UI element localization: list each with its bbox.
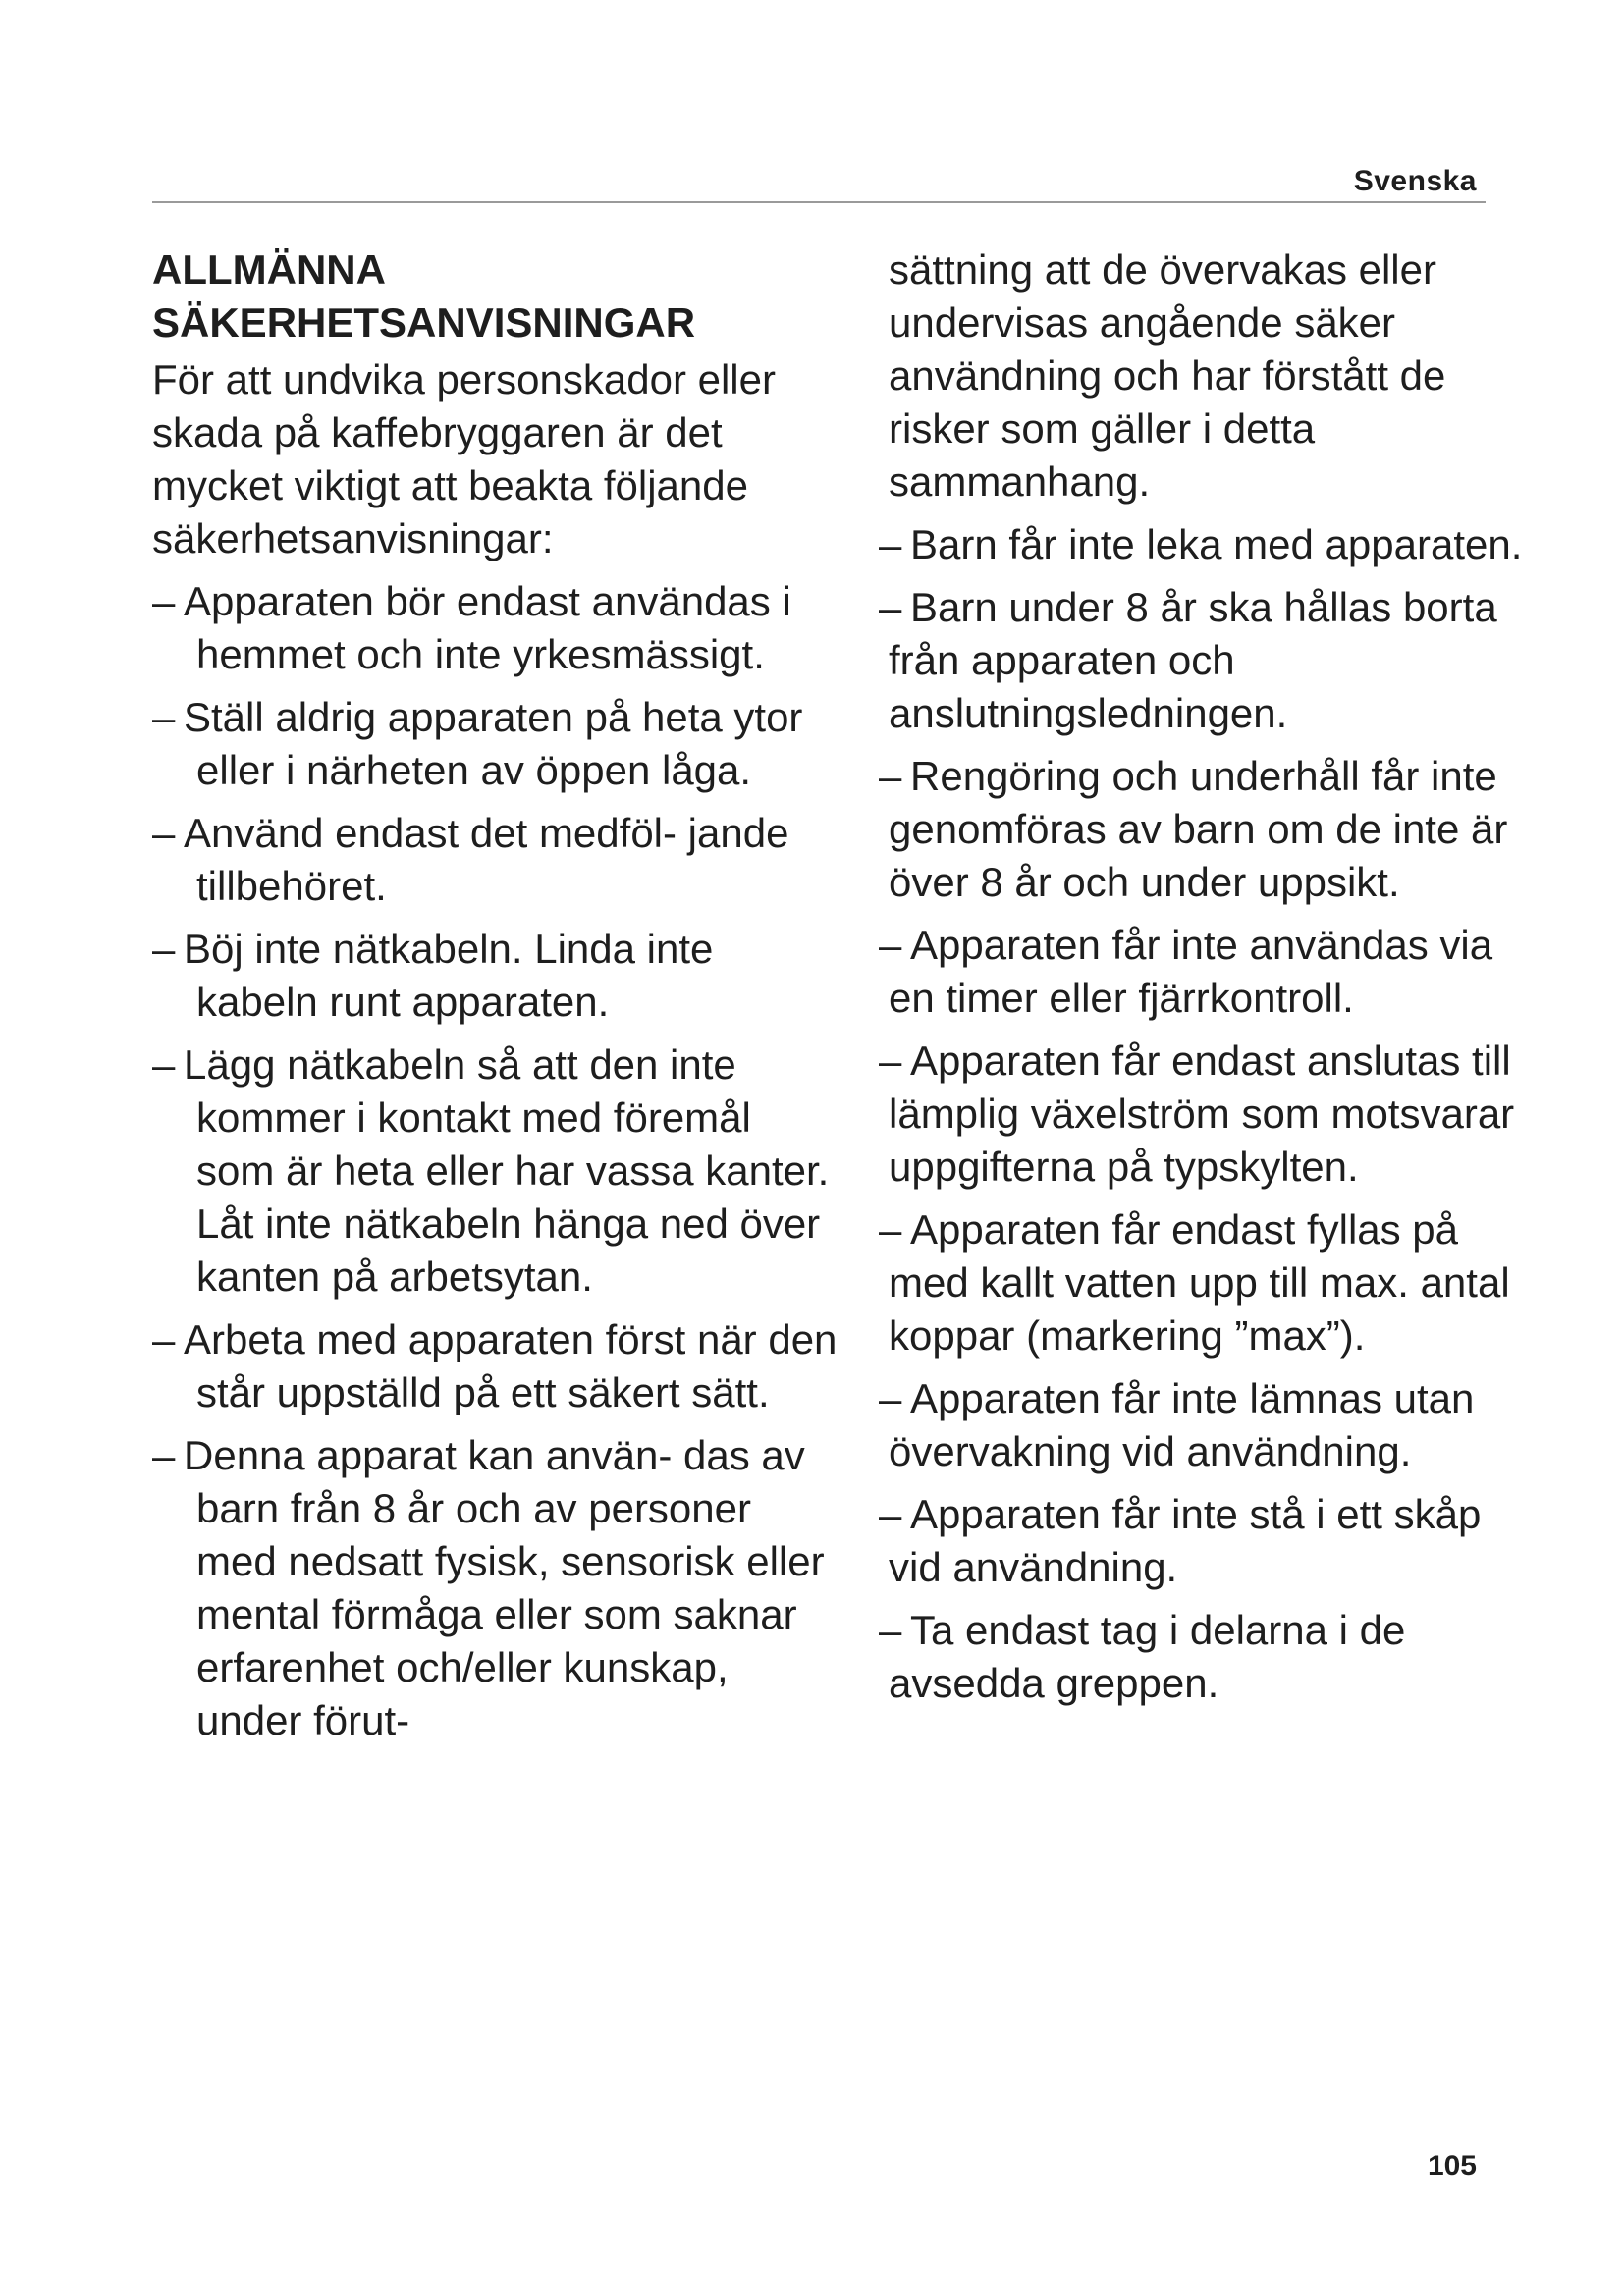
dash-bullet: – — [879, 922, 902, 968]
continued-paragraph: sättning att de övervakas eller undervisas angående säker användning och har förstått de risker som gäller i detta sammanhang. — [889, 246, 1446, 505]
section-title — [152, 243, 839, 349]
list-item: – Barn får inte leka med apparaten. — [889, 518, 1527, 571]
section-title-line1: ALLMÄNNA — [152, 246, 386, 293]
dash-bullet: – — [879, 584, 902, 630]
language-label: Svenska — [1353, 165, 1477, 197]
list-item: – Apparaten får endast fyllas på med kallt vatten upp till max. antal koppar (markering ”max”). — [889, 1203, 1527, 1362]
list-item: – Apparaten bör endast användas i hemmet och inte yrkesmässigt. — [196, 575, 839, 681]
list-item: – Lägg nätkabeln så att den inte kommer i kontakt med föremål som är heta eller har vassa kanter. Låt inte nätkabeln hänga ned över kanten på arbetsytan. — [196, 1039, 839, 1304]
list-item: – Apparaten får inte användas via en timer eller fjärrkontroll. — [889, 919, 1527, 1025]
intro-paragraph: För att undvika personskador eller skada på kaffebryggaren är det mycket viktigt att beakta följande säkerhetsanvisningar: — [152, 356, 776, 561]
list-item: – Denna apparat kan använ- das av barn från 8 år och av personer med nedsatt fysisk, sensorisk eller mental förmåga eller som saknar erfarenhet och/eller kunskap, under förut- — [196, 1429, 839, 1747]
dash-bullet: – — [152, 694, 176, 740]
dash-bullet: – — [152, 926, 176, 972]
list-item: – Barn under 8 år ska hållas borta från apparaten och anslutningsledningen. — [889, 581, 1527, 740]
list-item: – Apparaten får inte stå i ett skåp vid användning. — [889, 1488, 1527, 1594]
list-item: – Använd endast det medföl- jande tillbehöret. — [196, 807, 839, 913]
right-column — [879, 243, 1527, 1720]
dash-bullet: – — [879, 1607, 902, 1653]
dash-bullet: – — [879, 1491, 902, 1537]
list-item: – Arbeta med apparaten först när den står uppställd på ett säkert sätt. — [196, 1313, 839, 1419]
dash-bullet: – — [152, 1316, 176, 1362]
section-title-line2: SÄKERHETSANVISNINGAR — [152, 299, 696, 346]
list-item: – Böj inte nätkabeln. Linda inte kabeln runt apparaten. — [196, 923, 839, 1029]
list-item: – Ställ aldrig apparaten på heta ytor eller i närheten av öppen låga. — [196, 691, 839, 797]
dash-bullet: – — [879, 521, 902, 567]
dash-bullet: – — [152, 1432, 176, 1478]
dash-bullet: – — [879, 753, 902, 799]
dash-bullet: – — [152, 810, 176, 856]
page-number: 105 — [1427, 2150, 1477, 2182]
list-item: – Rengöring och underhåll får inte genomföras av barn om de inte är över 8 år och under uppsikt. — [889, 750, 1527, 909]
dash-bullet: – — [879, 1206, 902, 1253]
header-divider — [152, 201, 1486, 203]
dash-bullet: – — [152, 578, 176, 624]
list-item: – Apparaten får inte lämnas utan övervakning vid användning. — [889, 1372, 1527, 1478]
dash-bullet: – — [879, 1038, 902, 1084]
list-item: – Ta endast tag i delarna i de avsedda greppen. — [889, 1604, 1527, 1710]
left-column — [152, 243, 839, 1757]
list-item: – Apparaten får endast anslutas till lämplig växelström som motsvarar uppgifterna på typskylten. — [889, 1035, 1527, 1194]
dash-bullet: – — [879, 1375, 902, 1421]
dash-bullet: – — [152, 1041, 176, 1088]
